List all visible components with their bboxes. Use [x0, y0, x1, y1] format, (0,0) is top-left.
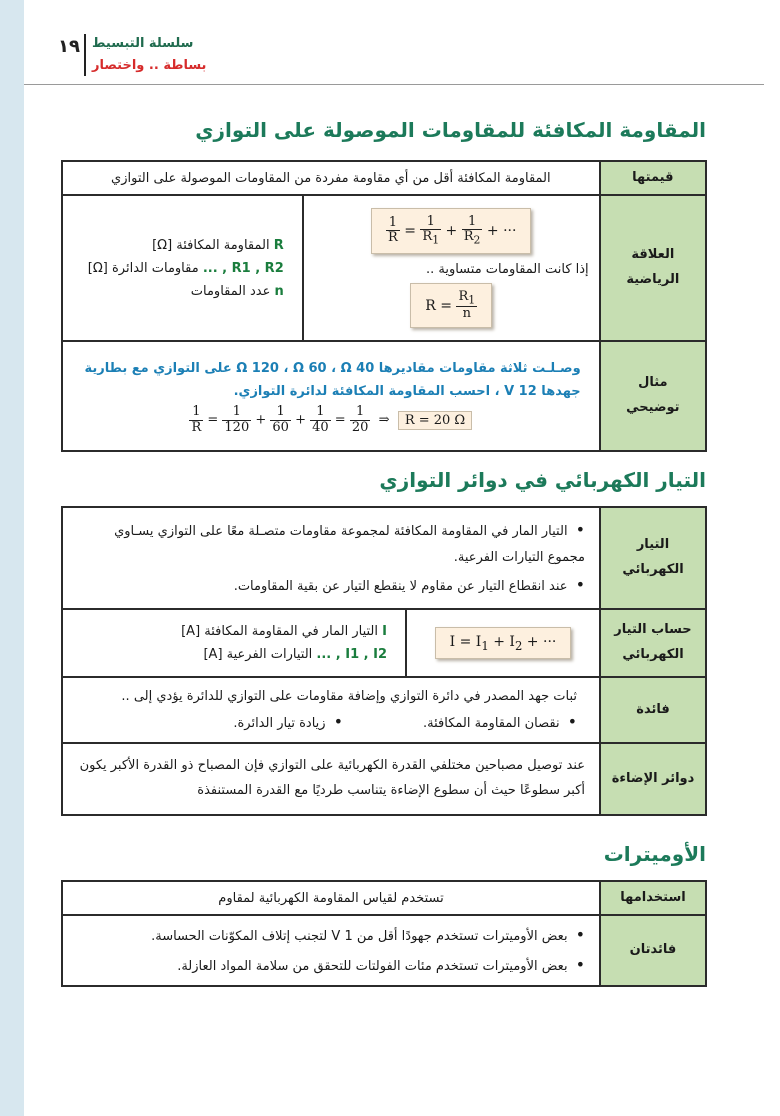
parallel-current-table	[61, 506, 707, 816]
lighting-label: دوائر الإضاءة	[600, 743, 706, 815]
current-calc-label: حساب التيار الكهربائي	[600, 609, 706, 677]
notes-label: فائدتان	[600, 915, 706, 986]
example-cell	[62, 341, 600, 451]
legend-item: R المقاومة المكافئة [Ω]	[152, 237, 284, 253]
benefit-point: • نقصان المقاومة المكافئة.	[423, 712, 577, 731]
current-legend-item: I1 , I2 , ... التيارات الفرعية [A]	[203, 647, 387, 662]
series-name: سلسلة التبسيط	[92, 36, 194, 51]
formula-current: $I = I_1 + I_2$ + ···	[435, 627, 572, 660]
example-label: مثال توضيحي	[600, 341, 706, 451]
concept-label: قيمتها	[600, 161, 706, 195]
series-tagline: بساطة .. واختصار	[92, 58, 207, 73]
section-title-parallel-current: التيار الكهربائي في دوائر التوازي	[379, 468, 706, 492]
current-legend-cell	[62, 609, 406, 677]
example-result: R = 20 Ω	[398, 411, 472, 430]
parallel-resistance-table	[61, 160, 707, 452]
use-label: استخدامها	[600, 881, 706, 915]
header-rule	[24, 84, 764, 85]
benefit-points	[77, 708, 585, 735]
current-legend-item: I التيار المار في المقاومة المكافئة [A]	[181, 624, 387, 639]
current-points	[62, 507, 600, 609]
page-header	[24, 0, 780, 92]
legend-item: n عدد المقاومات	[190, 283, 284, 299]
use-text: تستخدم لقياس المقاومة الكهربائية لمقاوم	[62, 881, 600, 915]
page-edge-strip	[0, 0, 24, 1116]
benefit-cell	[62, 677, 600, 743]
example-text-1: وصـلـت ثلاثة مقاومات مقاديرها Ω 120 ، Ω 60 ، Ω 40 على التوازي مع بطارية	[84, 361, 581, 377]
note-item: • بعض الأوميترات تستخدم جهودًا أقل من 1 V لتجنب إتلاف المكوّنات الحساسة.	[77, 920, 585, 950]
legend-item: R1 , R2 , ... مقاومات الدائرة [Ω]	[87, 260, 284, 276]
equal-case-text: إذا كانت المقاومات متساوية ..	[425, 261, 589, 277]
section-title-ohmmeters: الأوميترات	[603, 842, 706, 866]
note-item: • بعض الأوميترات تستخدم مئات الفولتات للتحقق من سلامة المواد العازلة.	[77, 950, 585, 980]
benefit-text: ثبات جهد المصدر في دائرة التوازي وإضافة مقاومات على التوازي للدائرة يؤدي إلى ..	[121, 689, 577, 704]
formula-cell	[303, 195, 600, 341]
notes-cell	[62, 915, 600, 986]
section-title-parallel-resistance: المقاومة المكافئة للمقاومات الموصولة على التوازي	[195, 118, 706, 142]
current-label: التيار الكهربائي	[600, 507, 706, 609]
lighting-text: عند توصيل مصباحين مختلفي القدرة الكهربائية على التوازي فإن المصباح ذو القدرة الأكبر يكون أكبر سطوعًا حيث أن سطوع الإضاءة يتناسب طرديًا مع القدرة المستنفذة	[62, 743, 600, 815]
formula-equal: R = $\frac{R_1}{n}$	[410, 283, 492, 329]
current-point: • عند انقطاع التيار عن مقاوم لا ينقطع التيار عن بقية المقاومات.	[77, 570, 585, 600]
example-text-2: جهدها V 12 ، احسب المقاومة المكافئة لدائرة التوازي.	[233, 384, 581, 400]
example-solution: $\frac{1}{R}$ = $\frac{1}{120}$ + $\frac{1}{60}$ + $\frac{1}{40}$ = $\frac{1}{20}$ ⇒ R = 20 Ω	[73, 403, 589, 435]
formula-general: $\frac{1}{R}$ = $\frac{1}{R_1}$ + $\frac{1}{R_2}$ + ···	[371, 208, 531, 254]
ohmmeters-table	[61, 880, 707, 987]
legend-cell	[62, 195, 303, 341]
current-point: • التيار المار في المقاومة المكافئة لمجموعة مقاومات متصـلة معًا على التوازي يسـاوي مجموع التيارات الفرعية.	[77, 515, 585, 570]
relation-label: العلاقة الرياضية	[600, 195, 706, 341]
benefit-point: • زيادة تيار الدائرة.	[233, 712, 343, 731]
current-formula-cell	[406, 609, 600, 677]
header-separator	[84, 34, 86, 76]
concept-text: المقاومة المكافئة أقل من أي مقاومة مفردة من المقاومات الموصولة على التوازي	[62, 161, 600, 195]
page-number: ١٩	[58, 36, 80, 57]
benefit-label: فائدة	[600, 677, 706, 743]
